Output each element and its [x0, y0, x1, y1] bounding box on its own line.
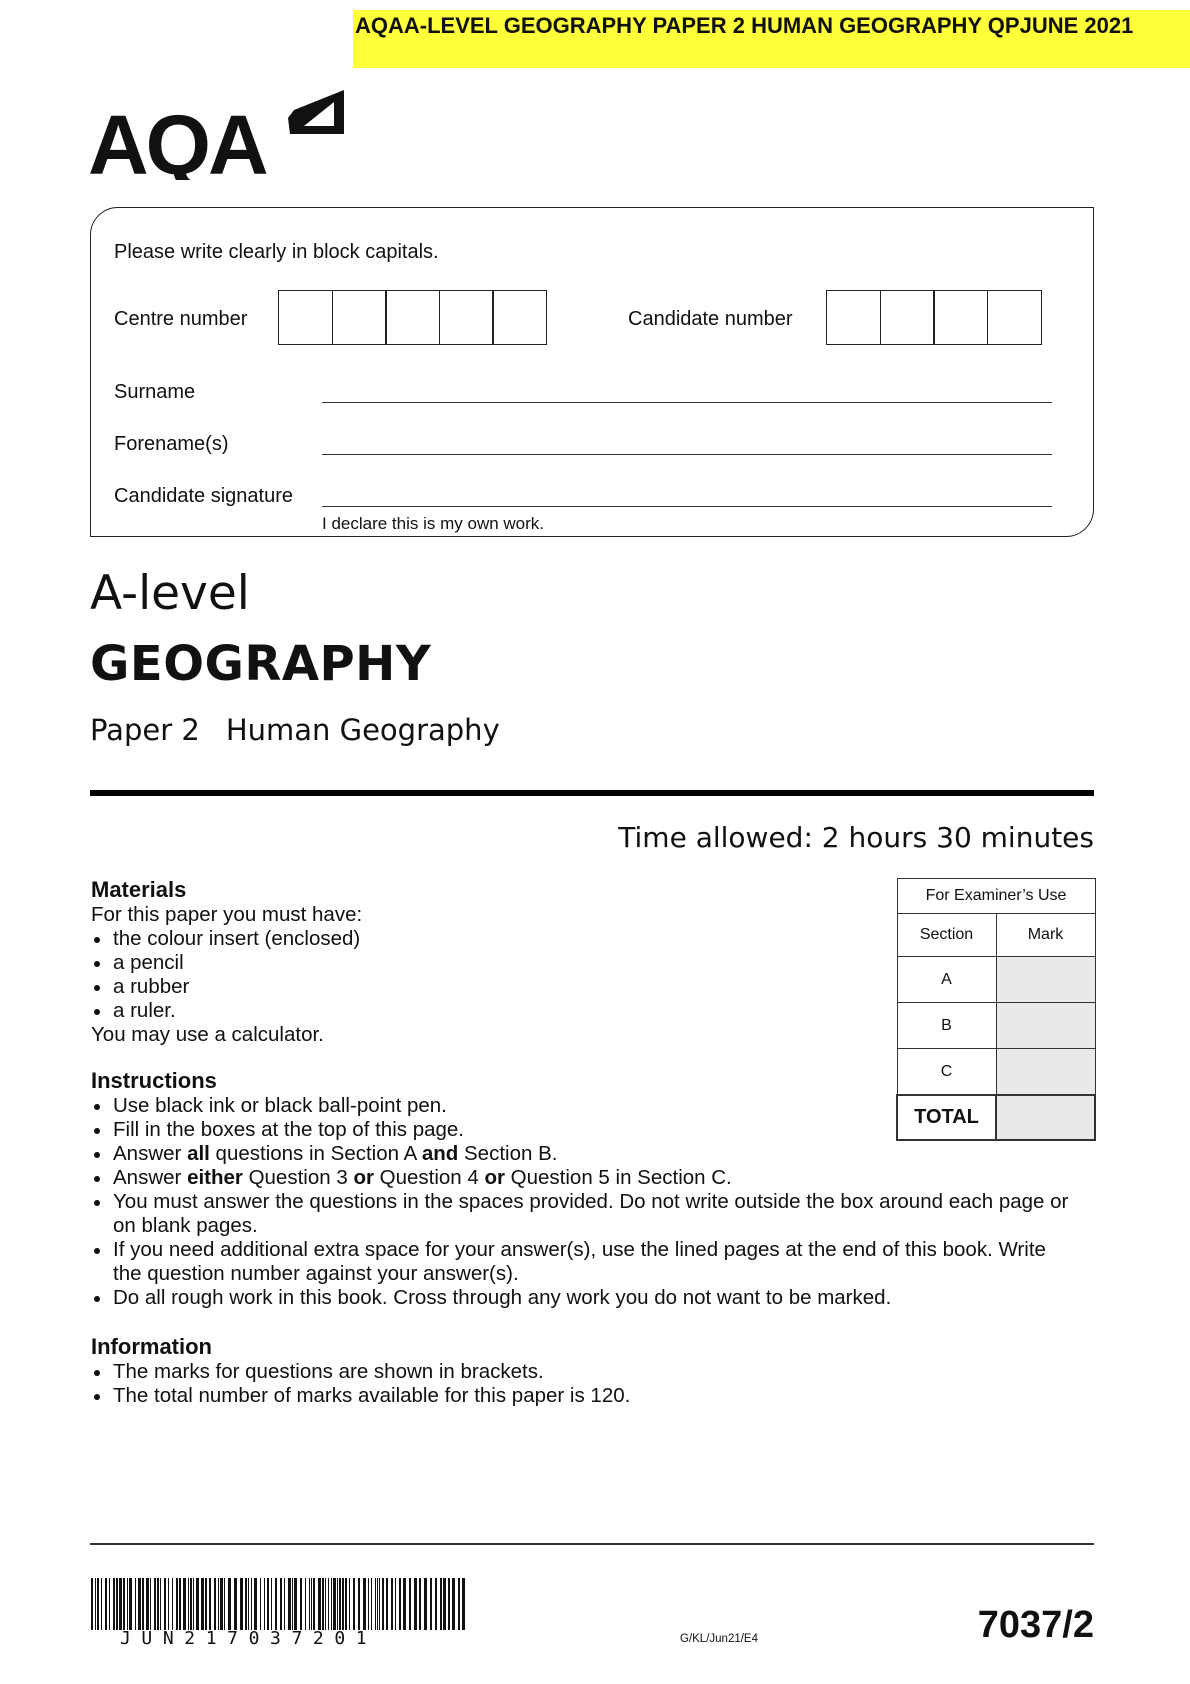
qualification-level: A-level	[90, 566, 250, 621]
barcode-bar	[142, 1578, 144, 1630]
barcode-bar	[183, 1578, 186, 1630]
barcode-bar	[377, 1578, 378, 1630]
barcode-bar	[154, 1578, 156, 1630]
section-b-label: B	[897, 1003, 996, 1049]
barcode-bar	[150, 1578, 151, 1630]
barcode-bar	[172, 1578, 173, 1630]
paper-number: Paper 2	[90, 713, 200, 747]
signature-label: Candidate signature	[114, 485, 294, 507]
footer-divider	[90, 1543, 1094, 1545]
barcode-bar	[342, 1578, 344, 1630]
candidate-digit-box[interactable]	[826, 290, 881, 345]
barcode-bar	[271, 1578, 272, 1630]
barcode-bar	[322, 1578, 324, 1630]
title-divider	[90, 790, 1094, 796]
section-c-mark-cell	[996, 1049, 1095, 1096]
list-item: a pencil	[91, 951, 831, 975]
logo-text: AQA	[88, 98, 266, 180]
barcode-bar	[196, 1578, 199, 1630]
subject-title: GEOGRAPHY	[90, 636, 432, 692]
total-label: TOTAL	[897, 1095, 996, 1140]
barcode-bar	[462, 1578, 465, 1630]
barcode-bar	[190, 1578, 192, 1630]
barcode-bar	[188, 1578, 189, 1630]
barcode-bar	[386, 1578, 388, 1630]
barcode-bar	[391, 1578, 393, 1630]
candidate-digit-box[interactable]	[933, 290, 988, 345]
mark-column-header: Mark	[996, 914, 1095, 957]
barcode-image	[91, 1578, 469, 1630]
section-a-mark-cell	[996, 957, 1095, 1003]
barcode-bar	[375, 1578, 376, 1630]
forename-line[interactable]	[322, 454, 1052, 455]
list-item: a ruler.	[91, 999, 831, 1023]
paper-name: Human Geography	[225, 713, 500, 747]
centre-number-label: Centre number	[114, 308, 248, 330]
materials-intro: For this paper you must have:	[91, 903, 363, 926]
barcode-bar	[224, 1578, 225, 1630]
barcode-bar	[113, 1578, 115, 1630]
barcode-bar	[284, 1578, 285, 1630]
paper-code: 7037/2	[977, 1604, 1094, 1646]
barcode-bar	[214, 1578, 216, 1630]
barcode-bar	[339, 1578, 341, 1630]
barcode-text: JUN217037201	[120, 1628, 378, 1649]
barcode-bar	[201, 1578, 204, 1630]
list-item: Fill in the boxes at the top of this page.	[91, 1118, 1091, 1142]
barcode-bar	[248, 1578, 249, 1630]
information-section	[91, 1334, 1091, 1408]
list-item: If you need additional extra space for your answer(s), use the lined pages at the end of this book. Write the question number against your answer(s).	[91, 1238, 1073, 1286]
centre-digit-box[interactable]	[492, 290, 547, 345]
barcode-bar	[325, 1578, 326, 1630]
list-item: Use black ink or black ball-point pen.	[91, 1094, 1091, 1118]
barcode-bar	[160, 1578, 161, 1630]
barcode-bar	[349, 1578, 350, 1630]
list-item: a rubber	[91, 975, 831, 999]
barcode-bar	[371, 1578, 372, 1630]
barcode-bar	[101, 1578, 102, 1630]
barcode-bar	[318, 1578, 321, 1630]
barcode-bar	[109, 1578, 110, 1630]
document-reference: G/KL/Jun21/E4	[680, 1633, 758, 1645]
barcode-bar	[337, 1578, 338, 1630]
declaration-text: I declare this is my own work.	[322, 514, 545, 533]
barcode-bar	[116, 1578, 118, 1630]
barcode-bar	[399, 1578, 401, 1630]
materials-section	[91, 877, 831, 1047]
barcode-bar	[379, 1578, 380, 1630]
barcode-bar	[409, 1578, 411, 1630]
candidate-number-field[interactable]	[826, 290, 1042, 345]
centre-digit-box[interactable]	[278, 290, 333, 345]
barcode-bar	[430, 1578, 432, 1630]
candidate-digit-box[interactable]	[987, 290, 1042, 345]
centre-digit-box[interactable]	[385, 290, 440, 345]
information-heading: Information	[91, 1334, 212, 1359]
barcode-bar	[228, 1578, 231, 1630]
list-item: Do all rough work in this book. Cross through any work you do not want to be marked.	[91, 1286, 1091, 1310]
total-mark-cell	[996, 1095, 1095, 1140]
barcode-bar	[127, 1578, 128, 1630]
barcode-bar	[382, 1578, 384, 1630]
barcode-bar	[414, 1578, 417, 1630]
barcode-bar	[395, 1578, 396, 1630]
barcode-bar	[440, 1578, 442, 1630]
materials-list	[91, 927, 831, 1023]
barcode-bar	[452, 1578, 455, 1630]
materials-heading: Materials	[91, 877, 187, 902]
barcode-bar	[309, 1578, 310, 1630]
logo-leaf-icon	[288, 90, 344, 134]
barcode-bar	[294, 1578, 297, 1630]
barcode-bar	[95, 1578, 96, 1630]
section-column-header: Section	[897, 914, 996, 957]
barcode-bar	[292, 1578, 293, 1630]
barcode-bar	[176, 1578, 178, 1630]
centre-number-field[interactable]	[278, 290, 547, 345]
barcode-bar	[146, 1578, 149, 1630]
barcode-bar	[267, 1578, 269, 1630]
barcode-bar	[419, 1578, 421, 1630]
information-list	[91, 1360, 1091, 1408]
barcode-bar	[164, 1578, 166, 1630]
barcode-bar	[424, 1578, 427, 1630]
barcode-bar	[123, 1578, 125, 1630]
list-item: Answer either Question 3 or Question 4 or Question 5 in Section C.	[91, 1166, 1091, 1190]
barcode-bar	[129, 1578, 132, 1630]
list-item: the colour insert (enclosed)	[91, 927, 831, 951]
barcode-bar	[403, 1578, 406, 1630]
centre-digit-box[interactable]	[439, 290, 494, 345]
examiner-table-title: For Examiner’s Use	[897, 879, 1095, 914]
barcode-bar	[119, 1578, 122, 1630]
block-capitals-instruction: Please write clearly in block capitals.	[114, 241, 439, 263]
time-allowed: Time allowed: 2 hours 30 minutes	[618, 821, 1094, 854]
barcode-bar	[157, 1578, 159, 1630]
document-banner: AQAA-LEVEL GEOGRAPHY PAPER 2 HUMAN GEOGRAPHY QPJUNE 2021	[353, 10, 1190, 68]
barcode-bar	[288, 1578, 291, 1630]
candidate-digit-box[interactable]	[880, 290, 935, 345]
barcode-bar	[91, 1578, 93, 1630]
barcode-bar	[240, 1578, 243, 1630]
barcode-bar	[353, 1578, 355, 1630]
barcode-bar	[205, 1578, 207, 1630]
barcode-bar	[245, 1578, 247, 1630]
examiner-use-table	[896, 878, 1096, 1141]
barcode-bar	[443, 1578, 446, 1630]
barcode-bar	[218, 1578, 219, 1630]
candidate-number-label: Candidate number	[628, 308, 793, 330]
barcode-bar	[328, 1578, 329, 1630]
section-a-label: A	[897, 957, 996, 1003]
aqa-logo	[88, 88, 348, 180]
barcode-bar	[331, 1578, 332, 1630]
barcode-bar	[345, 1578, 347, 1630]
list-item: The total number of marks available for this paper is 120.	[91, 1384, 1091, 1408]
signature-line[interactable]	[322, 506, 1052, 507]
barcode-bar	[280, 1578, 282, 1630]
instructions-heading: Instructions	[91, 1068, 217, 1093]
surname-line[interactable]	[322, 402, 1052, 403]
barcode-bar	[168, 1578, 169, 1630]
section-b-mark-cell	[996, 1003, 1095, 1049]
barcode-bar	[300, 1578, 302, 1630]
forename-label: Forename(s)	[114, 433, 229, 455]
barcode-bar	[363, 1578, 366, 1630]
barcode-bar	[305, 1578, 306, 1630]
centre-digit-box[interactable]	[332, 290, 387, 345]
barcode-bar	[448, 1578, 450, 1630]
barcode-bar	[105, 1578, 107, 1630]
barcode-bar	[333, 1578, 336, 1630]
barcode-bar	[254, 1578, 257, 1630]
surname-label: Surname	[114, 381, 196, 403]
barcode-bar	[138, 1578, 141, 1630]
barcode-bar	[234, 1578, 237, 1630]
barcode-bar	[311, 1578, 312, 1630]
calculator-note: You may use a calculator.	[91, 1023, 324, 1046]
barcode-bar	[97, 1578, 99, 1630]
barcode-bar	[275, 1578, 277, 1630]
barcode-bar	[313, 1578, 315, 1630]
barcode-bar	[220, 1578, 223, 1630]
list-item: You must answer the questions in the spaces provided. Do not write outside the box around each page or on blank pages.	[91, 1190, 1073, 1238]
paper-title	[90, 713, 500, 747]
section-c-label: C	[897, 1049, 996, 1096]
barcode-bar	[179, 1578, 181, 1630]
barcode-bar	[458, 1578, 460, 1630]
barcode-bar	[209, 1578, 211, 1630]
barcode-bar	[368, 1578, 369, 1630]
barcode-bar	[435, 1578, 437, 1630]
barcode-bar	[193, 1578, 194, 1630]
list-item: Answer all questions in Section A and Section B.	[91, 1142, 1091, 1166]
barcode-bar	[251, 1578, 252, 1630]
barcode-bar	[264, 1578, 265, 1630]
barcode-bar	[135, 1578, 136, 1630]
barcode-bar	[260, 1578, 261, 1630]
barcode-bar	[358, 1578, 360, 1630]
list-item: The marks for questions are shown in brackets.	[91, 1360, 1091, 1384]
